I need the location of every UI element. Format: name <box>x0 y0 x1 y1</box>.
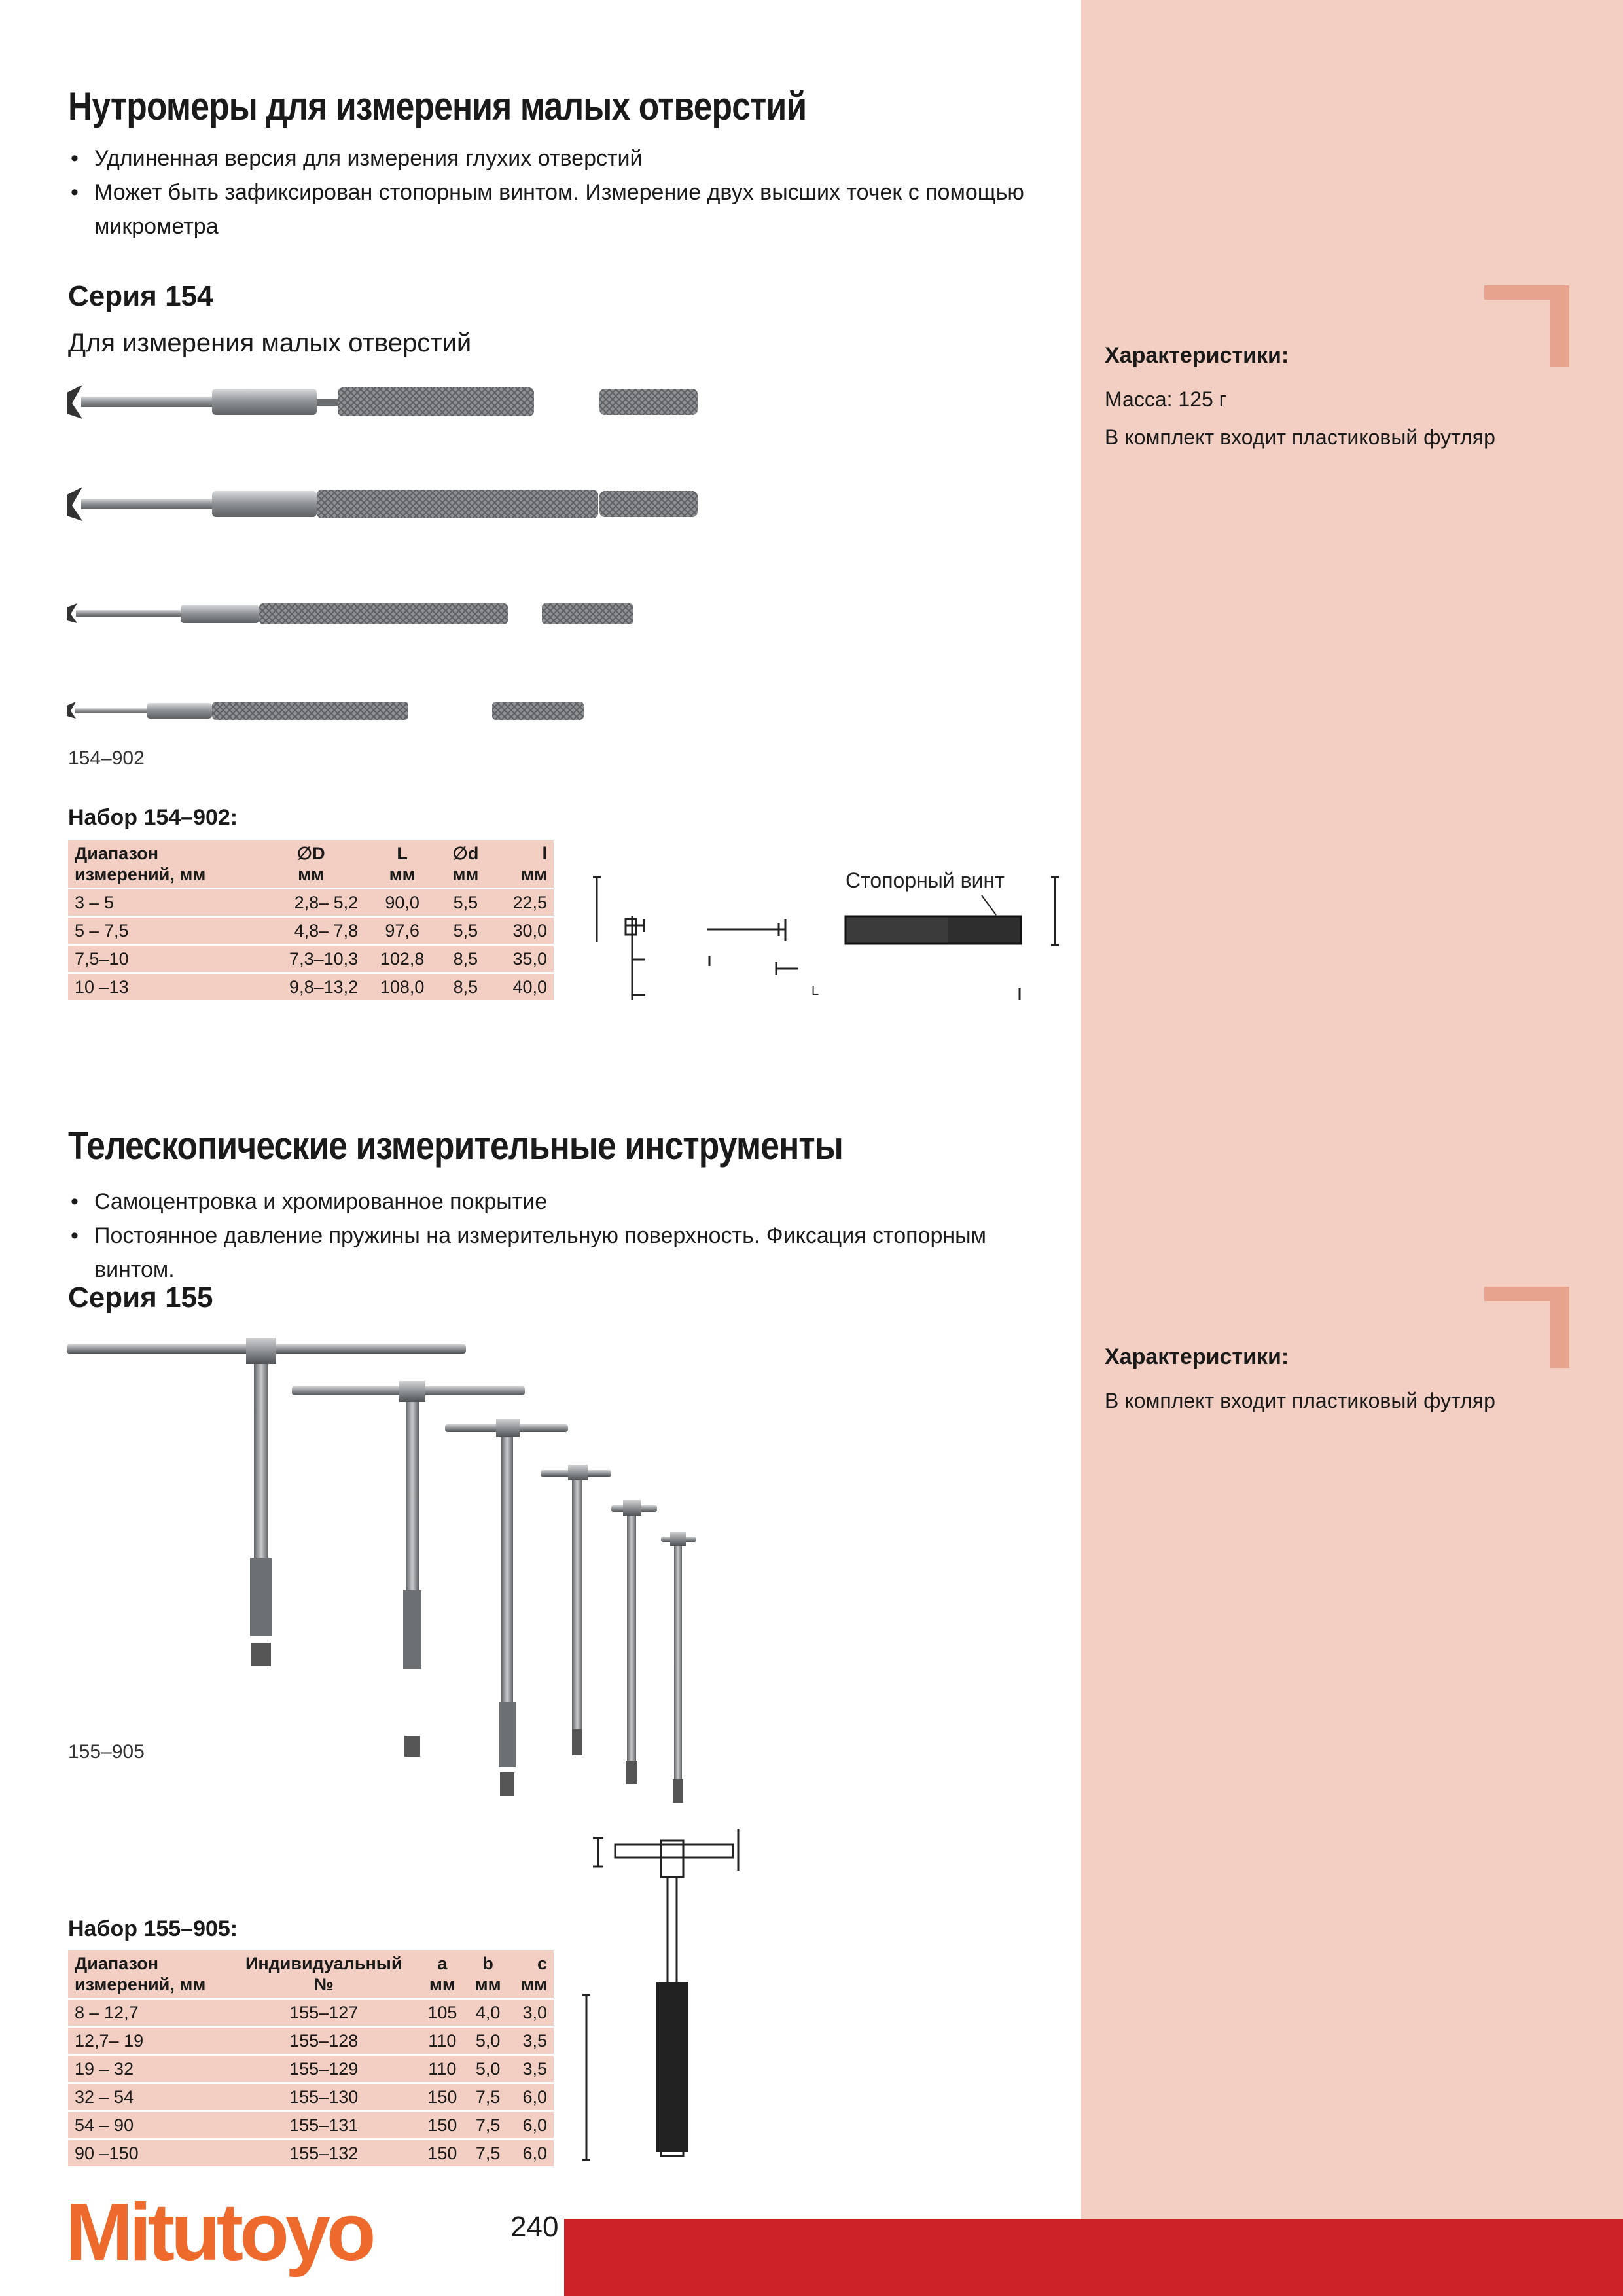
column-header: Индивидуальный № <box>245 1954 402 1994</box>
table-cell: 8,5 <box>440 945 491 973</box>
spec-line: В комплект входит пластиковый футляр <box>1105 1389 1495 1412</box>
column-header: Диапазон измерений, мм <box>75 1954 206 1994</box>
table-cell: 105 <box>419 1999 467 2027</box>
column-header: b мм <box>474 1954 501 1994</box>
table-cell: 7,5–10 <box>68 945 257 973</box>
footer-bar <box>564 2219 1623 2296</box>
bore-gauge-set-photo <box>63 380 717 746</box>
section-title-telescoping-gauges: Телескопические измерительные инструменты <box>68 1124 844 1168</box>
table-cell: 5 – 7,5 <box>68 917 257 945</box>
spec-heading: Характеристики: <box>1105 1344 1289 1369</box>
column-header: c мм <box>521 1954 547 1994</box>
spec-line: Масса: 125 г <box>1105 387 1227 411</box>
table-cell: 102,8 <box>365 945 440 973</box>
table-row <box>68 2027 554 2055</box>
column-header: a мм <box>429 1954 455 1994</box>
feature-list-155 <box>68 1185 1063 1287</box>
table-cell: 12,7– 19 <box>68 2027 229 2055</box>
table-cell: 6,0 <box>510 2140 554 2167</box>
table-cell: 8 – 12,7 <box>68 1999 229 2027</box>
bore-gauge-2 <box>67 487 698 521</box>
feature-list-154 <box>68 141 1063 243</box>
column-header: L мм <box>389 844 416 884</box>
table-row <box>68 2083 554 2111</box>
table-cell: 155–127 <box>229 1999 419 2027</box>
table-cell: 40,0 <box>491 973 554 1001</box>
table-cell: 6,0 <box>510 2111 554 2140</box>
bore-gauge-1 <box>67 385 698 419</box>
feature-item: • Удлиненная версия для измерения глухих отверстий <box>68 141 1063 175</box>
series-heading-155: Серия 155 <box>68 1282 213 1314</box>
table-row <box>68 2140 554 2167</box>
table-cell: 5,5 <box>440 889 491 917</box>
table-cell: 90,0 <box>365 889 440 917</box>
table-cell: 35,0 <box>491 945 554 973</box>
table-cell: 7,5 <box>466 2140 510 2167</box>
table-cell: 108,0 <box>365 973 440 1001</box>
table-cell: 4,0 <box>466 1999 510 2027</box>
table-row <box>68 917 554 945</box>
table-cell: 6,0 <box>510 2083 554 2111</box>
table-cell: 110 <box>419 2027 467 2055</box>
table-cell: 155–129 <box>229 2055 419 2083</box>
table-cell: 150 <box>419 2111 467 2140</box>
mitutoyo-logo: Mitutoyo <box>65 2187 372 2278</box>
table-cell: 4,8– 7,8 <box>257 917 365 945</box>
column-header: l мм <box>521 844 547 884</box>
feature-item: • Постоянное давление пружины на измерительную поверхность. Фиксация стопорным винтом. <box>68 1219 1063 1287</box>
table-cell: 54 – 90 <box>68 2111 229 2140</box>
telescoping-gauge-2 <box>292 1381 525 1757</box>
table-row <box>68 2055 554 2083</box>
table-cell: 150 <box>419 2140 467 2167</box>
table-cell: 30,0 <box>491 917 554 945</box>
feature-item: • Самоцентровка и хромированное покрытие <box>68 1185 1063 1219</box>
table-header-row <box>68 1950 554 1999</box>
photo-caption-154: 154–902 <box>68 747 145 769</box>
table-cell: 3,0 <box>510 1999 554 2027</box>
table-cell: 7,5 <box>466 2083 510 2111</box>
table-cell: 90 –150 <box>68 2140 229 2167</box>
table-cell: 5,0 <box>466 2027 510 2055</box>
table-cell: 3,5 <box>510 2027 554 2055</box>
table-row <box>68 889 554 917</box>
table-cell: 5,5 <box>440 917 491 945</box>
column-header: Диапазон измерений, мм <box>75 844 206 884</box>
bore-gauge-3 <box>67 603 633 624</box>
table-header-row <box>68 840 554 889</box>
table-cell: 155–131 <box>229 2111 419 2140</box>
table-cell: 3,5 <box>510 2055 554 2083</box>
column-header: ∅d мм <box>452 844 479 884</box>
table-cell: 10 –13 <box>68 973 257 1001</box>
telescoping-gauge-5 <box>611 1500 657 1784</box>
table-cell: 9,8–13,2 <box>257 973 365 1001</box>
section-title-bore-gauges: Нутромеры для измерения малых отверстий <box>68 84 807 128</box>
table-cell: 110 <box>419 2055 467 2083</box>
table-row <box>68 973 554 1001</box>
table-cell: 7,5 <box>466 2111 510 2140</box>
table-cell: 8,5 <box>440 973 491 1001</box>
series-heading-154: Серия 154 <box>68 280 213 312</box>
feature-item: • Может быть зафиксирован стопорным винтом. Измерение двух высших точек с помощью микрометра <box>68 175 1063 243</box>
bore-gauge-technical-drawing <box>582 864 1067 1008</box>
page-number: 240 <box>510 2211 559 2243</box>
table-cell: 155–132 <box>229 2140 419 2167</box>
table-row <box>68 945 554 973</box>
table-cell: 19 – 32 <box>68 2055 229 2083</box>
table-cell: 7,3–10,3 <box>257 945 365 973</box>
photo-caption-155: 155–905 <box>68 1741 145 1763</box>
series-subtitle: Для измерения малых отверстий <box>68 329 472 357</box>
table-cell: 32 – 54 <box>68 2083 229 2111</box>
table-cell: 97,6 <box>365 917 440 945</box>
telescoping-gauge-6 <box>661 1532 696 1803</box>
telescoping-gauge-technical-drawing <box>569 1825 766 2165</box>
telescoping-gauge-set-photo <box>63 1335 717 1820</box>
bore-gauge-4 <box>67 702 584 720</box>
svg-text:L: L <box>812 984 819 998</box>
table-cell: 155–130 <box>229 2083 419 2111</box>
table-cell: 22,5 <box>491 889 554 917</box>
spec-table-155 <box>68 1950 554 2166</box>
table-cell: 2,8– 5,2 <box>257 889 365 917</box>
table-cell: 155–128 <box>229 2027 419 2055</box>
spec-table-154 <box>68 840 554 1000</box>
table-row <box>68 2111 554 2140</box>
table-cell: 150 <box>419 2083 467 2111</box>
drawing-label: Стопорный винт <box>846 869 1005 892</box>
spec-line: В комплект входит пластиковый футляр <box>1105 425 1495 449</box>
telescoping-gauge-4 <box>541 1465 611 1755</box>
spec-box-155 <box>1105 1344 1589 1420</box>
set-title-155: Набор 155–905: <box>68 1916 238 1941</box>
spec-box-154 <box>1105 343 1589 456</box>
table-cell: 3 – 5 <box>68 889 257 917</box>
set-title-154: Набор 154–902: <box>68 805 238 830</box>
table-cell: 5,0 <box>466 2055 510 2083</box>
column-header: ∅D мм <box>296 844 325 884</box>
table-row <box>68 1999 554 2027</box>
spec-heading: Характеристики: <box>1105 343 1289 368</box>
